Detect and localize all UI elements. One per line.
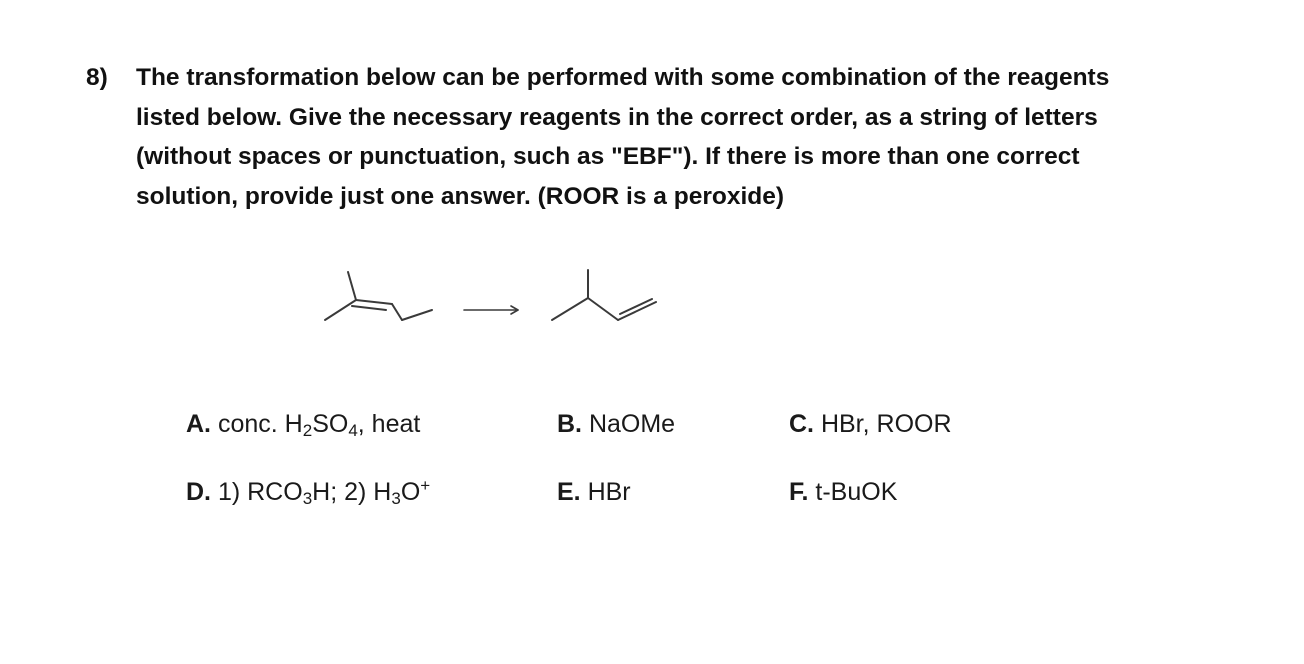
double-bond (618, 302, 656, 320)
option-text: , heat (357, 410, 421, 438)
reactant-structure (325, 272, 432, 320)
option-text: SO (312, 410, 349, 438)
forward-arrow-icon (464, 306, 518, 314)
bond (552, 298, 588, 320)
question-block (86, 58, 1276, 216)
bond (392, 304, 402, 320)
question-line: The transformation below can be performed with some combination of the reagents (136, 64, 1110, 91)
subscript: 3 (391, 489, 401, 508)
question-line: listed below. Give the necessary reagents in the correct order, as a string of letters (136, 103, 1098, 131)
double-bond (356, 300, 392, 304)
question-line: (without spaces or punctuation, such as "EBF"). If there is more than one correct (136, 143, 1080, 170)
question-line: solution, provide just one answer. (ROOR is a peroxide) (136, 182, 785, 210)
option-b (557, 409, 675, 439)
option-d (186, 477, 430, 507)
bond (348, 272, 356, 300)
option-text: 1) RCO (217, 478, 303, 506)
subscript: 2 (302, 421, 313, 440)
option-letter: D. (186, 478, 211, 506)
option-text: O (400, 478, 421, 506)
bond (588, 298, 618, 320)
bond (325, 300, 356, 320)
subscript: 4 (348, 421, 358, 440)
superscript: + (420, 476, 431, 495)
option-letter: B. (557, 410, 582, 438)
reaction-scheme (310, 262, 670, 352)
option-letter: E. (557, 478, 581, 506)
bond (402, 310, 432, 320)
question-number: 8) (86, 64, 108, 91)
double-bond-inner (352, 306, 386, 310)
option-text: NaOMe (588, 410, 676, 438)
option-text: H; 2) H (312, 478, 392, 506)
reaction-scheme-drawing (310, 262, 670, 352)
question-text (136, 58, 1276, 216)
option-e (557, 477, 631, 507)
option-f (789, 477, 897, 507)
option-letter: A. (186, 410, 211, 438)
option-letter: C. (789, 410, 814, 438)
option-text: HBr, ROOR (820, 410, 952, 438)
subscript: 3 (302, 489, 313, 508)
option-text: HBr (587, 478, 631, 506)
product-structure (552, 270, 656, 320)
option-a (186, 409, 420, 439)
option-letter: F. (789, 478, 809, 506)
option-c (789, 409, 952, 439)
option-text: t-BuOK (815, 478, 898, 506)
option-text: conc. H (217, 410, 303, 438)
